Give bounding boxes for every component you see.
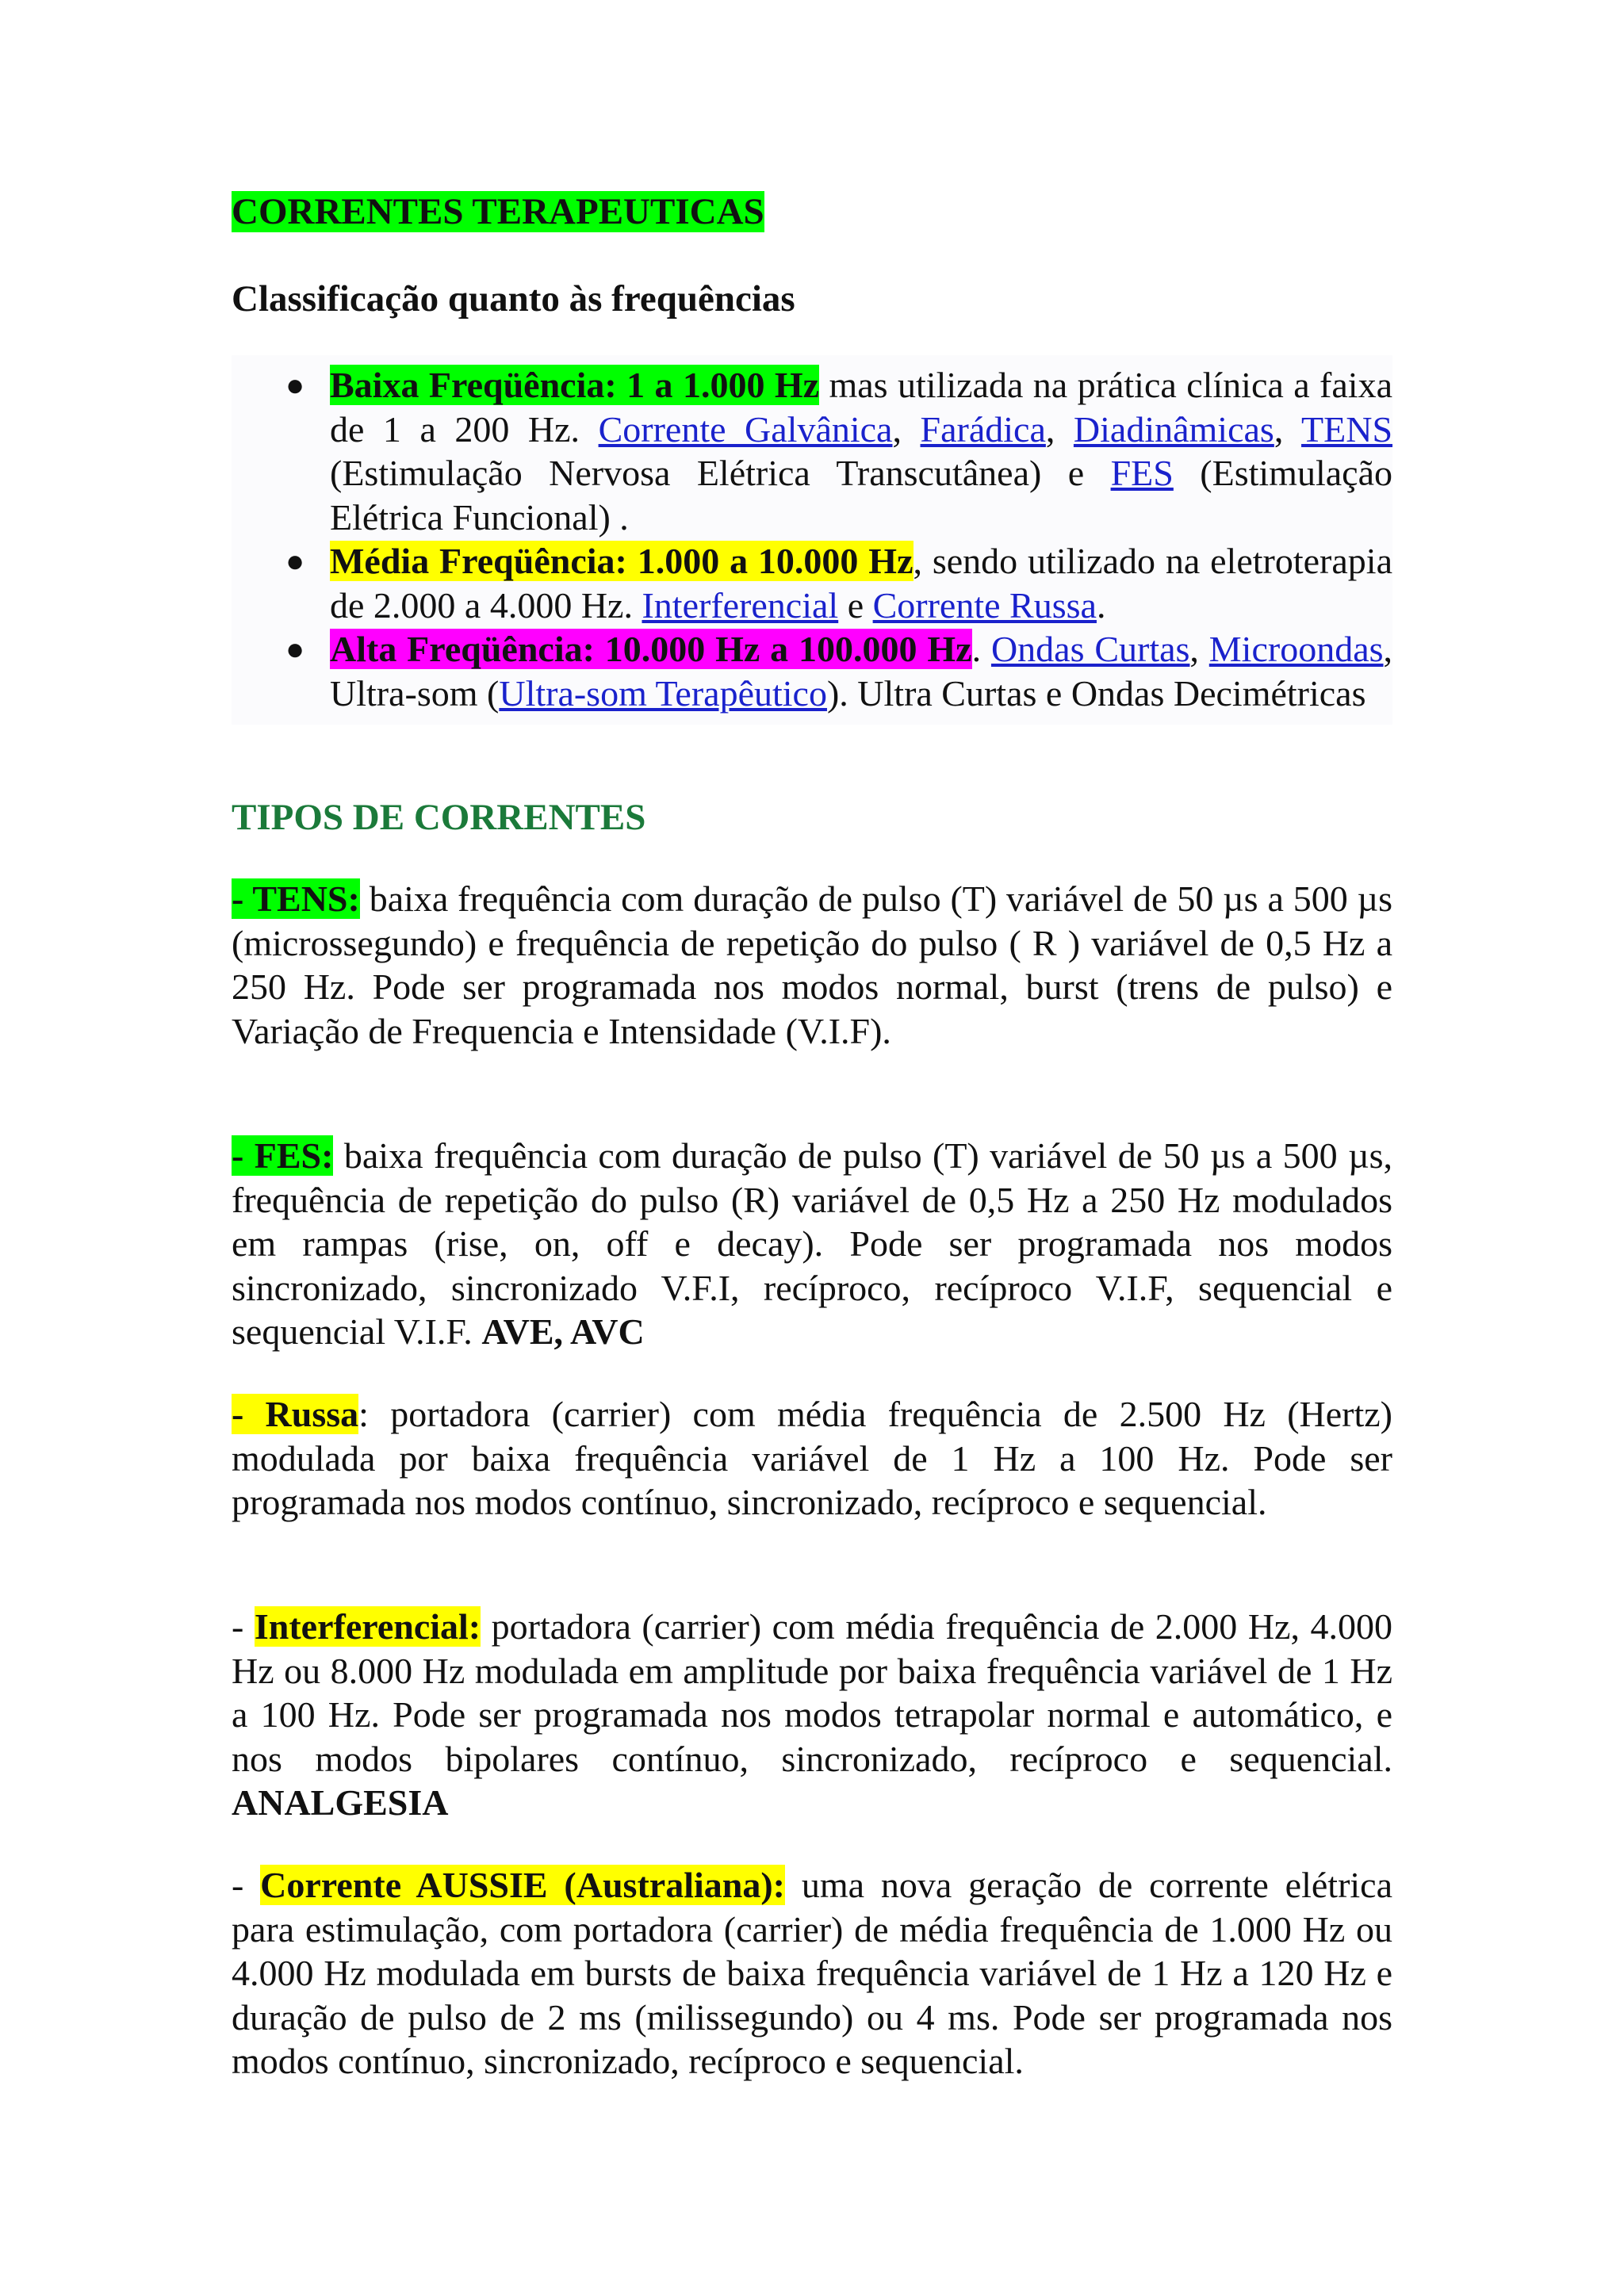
link-faradica[interactable]: Farádica — [920, 408, 1046, 450]
bullet-dot-icon: ● — [285, 367, 305, 403]
paragraph-fes — [232, 1134, 1392, 1354]
link-tens[interactable]: TENS — [1301, 408, 1393, 450]
tens-text: baixa frequência com duração de pulso (T) variável de 50 µs a 500 µs (microssegundo) e frequência de repetição do pulso ( R ) variável de 0,5 Hz a 250 Hz. Pode ser programada nos modos normal, burst (trens de pulso) e Variação de Frequencia e Intensidade (V.I.F). — [232, 878, 1392, 1051]
aussie-text: uma nova geração de corrente elétrica para estimulação, com portadora (carrier) de média frequência de 1.000 Hz ou 4.000 Hz modulada em bursts de baixa frequência variável de 1 Hz a 120 Hz e duração de pulso de 2 ms (milissegundo) ou 4 ms. Pode ser programada nos modos contínuo, sincronizado, recíproco e sequencial. — [232, 1865, 1392, 2081]
interferencial-bold-tail: ANALGESIA — [232, 1782, 449, 1823]
tens-label: - TENS: — [232, 878, 360, 919]
fes-bold-tail: AVE, AVC — [481, 1311, 645, 1352]
title-highlight: CORRENTES TERAPEUTICAS — [232, 191, 764, 232]
paragraph-aussie — [232, 1863, 1392, 2084]
low-frequency-text-3: (Estimulação Elétrica Funcional) . — [330, 453, 1392, 538]
low-frequency-text-2: (Estimulação Nervosa Elétrica Transcutânea) e — [330, 453, 1111, 493]
low-frequency-label: Baixa Freqüência: 1 a 1.000 Hz — [330, 365, 820, 405]
bullet-dot-icon: ● — [285, 631, 305, 667]
high-frequency-text: . — [971, 629, 991, 669]
paragraph-tens — [232, 877, 1392, 1053]
frequency-bullet-list — [232, 355, 1392, 725]
medium-frequency-text-2: . — [1096, 584, 1106, 626]
low-frequency-text: mas utilizada na prática clínica a faixa de 1 a 200 Hz. — [330, 365, 1392, 450]
link-fes[interactable]: FES — [1110, 453, 1174, 493]
link-interferencial[interactable]: Interferencial — [642, 584, 839, 626]
bullet-dot-icon: ● — [285, 543, 305, 579]
link-corrente-galvanica[interactable]: Corrente Galvânica — [598, 408, 893, 450]
fes-text: baixa frequência com duração de pulso (T) variável de 50 µs a 500 µs, frequência de repetição do pulso (R) variável de 0,5 Hz a 250 Hz modulados em rampas (rise, on, off e decay). Pode ser programada nos modos sincronizado, sincronizado V.F.I, recíproco, recíproco V.I.F, sequencial e sequencial V.I.F. — [232, 1135, 1393, 1352]
document-title — [232, 187, 764, 236]
current-types-heading: TIPOS DE CORRENTES — [232, 797, 646, 838]
separator: , — [1274, 408, 1302, 450]
list-item-high-frequency — [232, 627, 1392, 715]
high-frequency-text-2: , Ultra-som ( — [330, 629, 1393, 714]
aussie-prefix: - — [232, 1865, 261, 1905]
aussie-label: Corrente AUSSIE (Australiana): — [260, 1865, 785, 1905]
link-ultra-som-terapeutico[interactable]: Ultra-som Terapêutico — [499, 672, 827, 714]
list-item-low-frequency — [232, 363, 1392, 539]
link-ondas-curtas[interactable]: Ondas Curtas — [990, 629, 1190, 669]
paragraph-russa — [232, 1392, 1392, 1525]
separator: , — [1189, 629, 1209, 669]
link-microondas[interactable]: Microondas — [1208, 629, 1384, 669]
interferencial-prefix: - — [232, 1606, 255, 1647]
interferencial-label: Interferencial: — [254, 1606, 481, 1647]
fes-label: - FES: — [232, 1135, 334, 1176]
interferencial-text: portadora (carrier) com média frequência de 2.000 Hz, 4.000 Hz ou 8.000 Hz modulada em amplitude por baixa frequência variável de 1 Hz a 100 Hz. Pode ser programada nos modos tetrapolar normal e automático, e nos modos bipolares contínuo, sincronizado, recíproco e sequencial. — [232, 1606, 1392, 1779]
separator: , — [1045, 408, 1074, 450]
paragraph-interferencial — [232, 1605, 1392, 1825]
link-diadinamicas[interactable]: Diadinâmicas — [1073, 408, 1274, 450]
separator: e — [838, 584, 873, 626]
high-frequency-text-3: ). Ultra Curtas e Ondas Decimétricas — [826, 672, 1366, 714]
russa-label: - Russa — [232, 1394, 359, 1434]
link-corrente-russa[interactable]: Corrente Russa — [872, 584, 1097, 626]
russa-text: : portadora (carrier) com média frequência de 2.500 Hz (Hertz) modulada por baixa frequência variável de 1 Hz a 100 Hz. Pode ser programada nos modos contínuo, sincronizado, recíproco e sequencial. — [232, 1394, 1392, 1522]
medium-frequency-label: Média Freqüência: 1.000 a 10.000 Hz — [330, 541, 914, 581]
frequency-classification-heading: Classificação quanto às frequências — [232, 278, 795, 320]
high-frequency-label: Alta Freqüência: 10.000 Hz a 100.000 Hz — [330, 629, 972, 669]
list-item-medium-frequency — [232, 539, 1392, 627]
separator: , — [892, 408, 921, 450]
medium-frequency-text: , sendo utilizado na eletroterapia de 2.000 a 4.000 Hz. — [330, 541, 1392, 626]
